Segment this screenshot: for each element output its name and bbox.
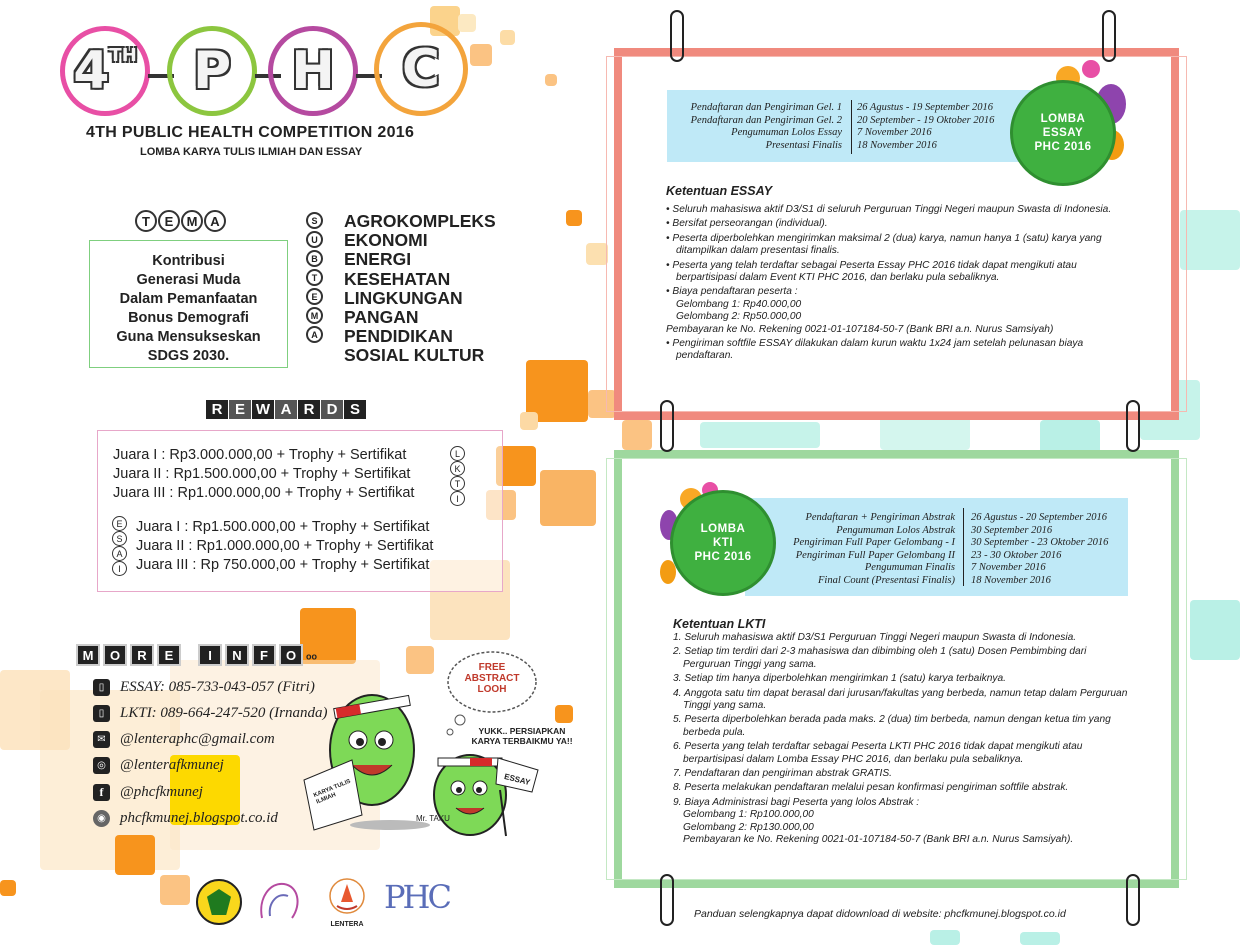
schedule-event: Final Count (Presentasi Finalis) <box>818 574 955 586</box>
logo-ordinal: 4 <box>73 41 110 101</box>
binder-ring-icon <box>1126 400 1140 452</box>
rule-item: Gelombang 2: Rp130.000,00 <box>683 821 814 833</box>
reward-essay-2: Juara II : Rp1.000.000,00 + Trophy + Sertifikat <box>136 538 434 554</box>
schedule-event: Pengumuman Lolos Essay <box>731 127 842 139</box>
more-info-suffix: oo <box>306 651 317 662</box>
lkti-letter: K <box>450 461 465 476</box>
schedule-event: Pendaftaran dan Pengiriman Gel. 1 <box>690 102 842 113</box>
schedule-event: Pengumuman Lolos Abstrak <box>836 524 955 536</box>
schedule-event: Presentasi Finalis <box>765 139 842 151</box>
page-subtitle: LOMBA KARYA TULIS ILMIAH DAN ESSAY <box>140 146 363 158</box>
phc-logo-text: PHC <box>384 878 449 916</box>
tema-line: Kontribusi <box>152 253 225 269</box>
lentera-text: LENTERA <box>330 921 364 928</box>
badge-line: PHC 2016 <box>1034 141 1092 153</box>
subtema-item: PENDIDIKAN <box>344 326 453 347</box>
subtema-item: PANGAN <box>344 307 419 328</box>
rewards-letter: S <box>344 400 366 419</box>
rewards-letter: E <box>229 400 251 419</box>
rule-item: Gelombang 1: Rp100.000,00 <box>683 809 814 821</box>
binder-ring-icon <box>660 874 674 926</box>
blog-text[interactable]: phcfkmunej.blogspot.co.id <box>120 810 278 826</box>
badge-line: ESSAY <box>1042 127 1084 139</box>
mascot-bubble-text: FREE ABSTRACT LOOH <box>464 662 520 695</box>
tema-line: Guna Mensukseskan <box>116 329 261 345</box>
rule-item: 1. Seluruh mahasiswa aktif D3/S1 Perguruan Tinggi Negeri maupun Swasta di Indonesia. <box>673 632 1077 643</box>
rewards-letter: D <box>321 400 343 419</box>
more-info-letter: O <box>103 644 127 666</box>
schedule-event: Pengumuman Finalis <box>864 562 955 574</box>
essay-badge <box>1010 80 1116 186</box>
more-info-letter: R <box>130 644 154 666</box>
essay-rules-title: Ketentuan ESSAY <box>666 184 773 198</box>
mascot-cheer: YUKK.. PERSIAPKAN KARYA TERBAIKMU YA!! <box>471 726 573 746</box>
rule-item: 2. Setiap tim terdiri dari 2-3 mahasiswa dan dibimbing oleh 1 (satu) Dosen Pembimbing dari Perguruan Tinggi yang sama. <box>673 646 1087 670</box>
tema-line: SDGS 2030. <box>147 348 230 364</box>
esai-letter: S <box>112 531 127 546</box>
essay-schedule-dates <box>857 102 1017 152</box>
schedule-date: 7 November 2016 <box>971 562 1046 574</box>
subtema-label <box>306 212 326 345</box>
mascot-sign-right: ESSAY <box>503 771 532 788</box>
mascot-name: Mr. TAKU <box>416 814 450 823</box>
subtema-list <box>344 212 496 366</box>
schedule-date: 30 September - 23 Oktober 2016 <box>971 537 1109 549</box>
rule-item: • Bersifat perseorangan (individual). <box>666 218 828 230</box>
tema-label <box>135 210 227 232</box>
rule-item: Gelombang 2: Rp50.000,00 <box>676 311 802 323</box>
university-logo <box>196 879 242 925</box>
subtema-item: LINGKUNGAN <box>344 287 463 308</box>
lkti-letter: T <box>450 476 465 491</box>
kti-schedule-events <box>752 512 955 588</box>
rule-item: Gelombang 1: Rp40.000,00 <box>676 298 802 310</box>
essay-contact-text: ESSAY: 085-733-043-057 (Fitri) <box>120 679 315 695</box>
badge-line: PHC 2016 <box>694 551 752 563</box>
lkti-contact <box>93 705 328 722</box>
more-info-letter: M <box>76 644 100 666</box>
rule-item: 7. Pendaftaran dan pengiriman abstrak GRATIS. <box>673 768 892 780</box>
rewards-letter: R <box>298 400 320 419</box>
rule-item: Pembayaran ke No. Rekening 0021-01-107184-50-7 (Bank BRI a.n. Nurus Samsiyah) <box>666 323 1054 335</box>
binder-ring-icon <box>1126 874 1140 926</box>
reward-essay-3: Juara III : Rp 750.000,00 + Trophy + Sertifikat <box>136 557 430 573</box>
tema-line: Bonus Demografi <box>128 310 249 326</box>
subtema-letter: T <box>306 269 323 286</box>
email-text[interactable]: @lenteraphc@gmail.com <box>120 731 275 747</box>
logo-letter-c: C <box>401 39 441 99</box>
schedule-date: 18 November 2016 <box>971 574 1051 586</box>
badge-line: LOMBA <box>1040 113 1086 125</box>
facebook-text[interactable]: @phcfkmunej <box>120 784 203 800</box>
tema-letter: T <box>135 210 157 232</box>
essay-contact <box>93 679 315 696</box>
rule-item: • Peserta diperbolehkan mengirimkan maksimal 2 (dua) karya, namun hanya 1 (satu) karya yang ditampilkan dalam presentasi finalis. <box>666 232 1102 257</box>
logo-superscript: TH <box>109 44 137 66</box>
subtema-item: EKONOMI <box>344 230 428 251</box>
rewards-label <box>206 400 367 419</box>
subtema-letter: A <box>306 326 323 343</box>
more-info-letter: N <box>225 644 249 666</box>
schedule-date: 26 Agustus - 20 September 2016 <box>971 512 1108 523</box>
subtema-item: SOSIAL KULTUR <box>344 345 485 366</box>
more-info-letter: O <box>279 644 303 666</box>
instagram-text[interactable]: @lenterafkmunej <box>120 757 224 773</box>
schedule-date: 18 November 2016 <box>857 139 937 151</box>
email-contact[interactable] <box>93 731 275 748</box>
rule-item: 8. Peserta melakukan pendaftaran melalui pesan konfirmasi pengiriman softfile abstrak. <box>673 782 1069 794</box>
kti-schedule-dates <box>971 512 1127 588</box>
esai-letter: A <box>112 546 127 561</box>
subtema-item: KESEHATAN <box>344 268 451 289</box>
subtema-letter: S <box>306 212 323 229</box>
schedule-date: 23 - 30 Oktober 2016 <box>971 549 1062 561</box>
essay-schedule-events <box>672 102 842 152</box>
schedule-event: Pendaftaran dan Pengiriman Gel. 2 <box>690 114 842 126</box>
more-info-label <box>76 644 317 666</box>
phone-icon: ▯ <box>93 679 110 696</box>
kti-rules-title: Ketentuan LKTI <box>673 617 766 631</box>
badge-line: LOMBA <box>700 523 746 535</box>
schedule-event: Pendaftaran + Pengiriman Abstrak <box>805 512 955 523</box>
subtema-letter: M <box>306 307 323 324</box>
rule-item: 3. Setiap tim hanya diperbolehkan mengirimkan 1 (satu) karya terbaiknya. <box>673 673 1006 685</box>
rule-item: 4. Anggota satu tim dapat berasal dari jurusan/fakultas yang berbeda, namun tetap dalam Perguruan Tinggi yang sama. <box>673 687 1128 712</box>
binder-ring-icon <box>670 10 684 62</box>
blog-contact[interactable] <box>93 810 278 827</box>
reward-lkti-3: Juara III : Rp1.000.000,00 + Trophy + Sertifikat <box>113 485 415 501</box>
page-title: 4TH PUBLIC HEALTH COMPETITION 2016 <box>86 124 415 141</box>
kti-badge <box>670 490 776 596</box>
tema-line: Dalam Pemanfaatan <box>119 291 258 307</box>
tema-line: Generasi Muda <box>136 272 241 288</box>
reward-lkti-1: Juara I : Rp3.000.000,00 + Trophy + Sertifikat <box>113 447 407 463</box>
mascot-sign-left: KARYA TULIS ILMIAH <box>312 778 352 806</box>
rule-item: • Seluruh mahasiswa aktif D3/S1 di seluruh Perguruan Tinggi Negeri maupun Swasta di Indonesia. <box>666 204 1112 215</box>
essay-rules <box>666 204 1136 365</box>
facebook-contact[interactable] <box>93 784 203 801</box>
rule-item: 9. Biaya Administrasi bagi Peserta yang lolos Abstrak : <box>673 796 920 808</box>
download-note: Panduan selengkapnya dapat didownload di website: phcfkmunej.blogspot.co.id <box>694 908 1066 920</box>
binder-ring-icon <box>660 400 674 452</box>
globe-icon: ◉ <box>93 810 110 827</box>
rule-item: 6. Peserta yang telah terdaftar sebagai Peserta LKTI PHC 2016 tidak dapat mengikuti atau berpartisipasi dalam Lomba Essay PHC 2016, dan berlaku pula sebaliknya. <box>673 741 1083 765</box>
reward-essay-1: Juara I : Rp1.500.000,00 + Trophy + Sertifikat <box>136 519 430 535</box>
kti-rules <box>673 632 1135 849</box>
schedule-event: Pengiriman Full Paper Gelombang - I <box>793 537 955 549</box>
lentera-logo <box>322 876 372 936</box>
lkti-contact-text: LKTI: 089-664-247-520 (Irnanda) <box>120 705 328 721</box>
logo-letter-p: P <box>192 41 232 101</box>
schedule-date: 30 September 2016 <box>971 524 1053 536</box>
subtema-letter: E <box>306 288 323 305</box>
schedule-date: 20 September - 19 Oktober 2016 <box>857 114 995 126</box>
schedule-date: 26 Agustus - 19 September 2016 <box>857 102 994 113</box>
tema-letter: E <box>158 210 180 232</box>
rule-item: • Pengiriman softfile ESSAY dilakukan dalam kurun waktu 1x24 jam setelah pelunasan biaya pendaftaran. <box>666 338 1084 362</box>
instagram-icon: ◎ <box>93 757 110 774</box>
tema-letter: A <box>204 210 226 232</box>
lkti-letter: L <box>450 446 465 461</box>
esai-letter: I <box>112 561 127 576</box>
reward-lkti-2: Juara II : Rp1.500.000,00 + Trophy + Sertifikat <box>113 466 411 482</box>
rule-item: 5. Peserta diperbolehkan berada pada maks. 2 (dua) tim berbeda, namun dengan ketua tim yang berbeda pula. <box>673 714 1111 738</box>
subtema-letter: U <box>306 231 323 248</box>
lkti-letter: I <box>450 491 465 506</box>
rewards-letter: A <box>275 400 297 419</box>
subtema-item: AGROKOMPLEKS <box>344 211 496 231</box>
mail-icon: ✉ <box>93 731 110 748</box>
badge-line: KTI <box>712 537 734 549</box>
tema-letter: M <box>181 210 203 232</box>
phone-icon: ▯ <box>93 705 110 722</box>
phc-logo <box>384 878 449 916</box>
schedule-date: 7 November 2016 <box>857 127 932 139</box>
tema-box <box>89 240 288 368</box>
more-info-letter: I <box>198 644 222 666</box>
instagram-contact[interactable] <box>93 757 224 774</box>
subtema-item: ENERGI <box>344 249 412 270</box>
rewards-letter: W <box>252 400 274 419</box>
bem-logo <box>256 878 304 924</box>
schedule-event: Pengiriman Full Paper Gelombang II <box>795 549 955 561</box>
more-info-letter: E <box>157 644 181 666</box>
facebook-icon: f <box>93 784 110 801</box>
rewards-letter: R <box>206 400 228 419</box>
subtema-letter: B <box>306 250 323 267</box>
rule-item: • Peserta yang telah terdaftar sebagai Peserta Essay PHC 2016 tidak dapat mengikuti atau berpartisipasi dalam Event KTI PHC 2016, dan berlaku pula sebaliknya. <box>666 259 1077 284</box>
binder-ring-icon <box>1102 10 1116 62</box>
rule-item: Pembayaran ke No. Rekening 0021-01-107184-50-7 (Bank BRI a.n. Nurus Samsiyah). <box>683 834 1074 846</box>
more-info-letter: F <box>252 644 276 666</box>
esai-letter: E <box>112 516 127 531</box>
logo-letter-h: H <box>291 41 335 101</box>
rule-item: • Biaya pendaftaran peserta : <box>666 286 798 298</box>
